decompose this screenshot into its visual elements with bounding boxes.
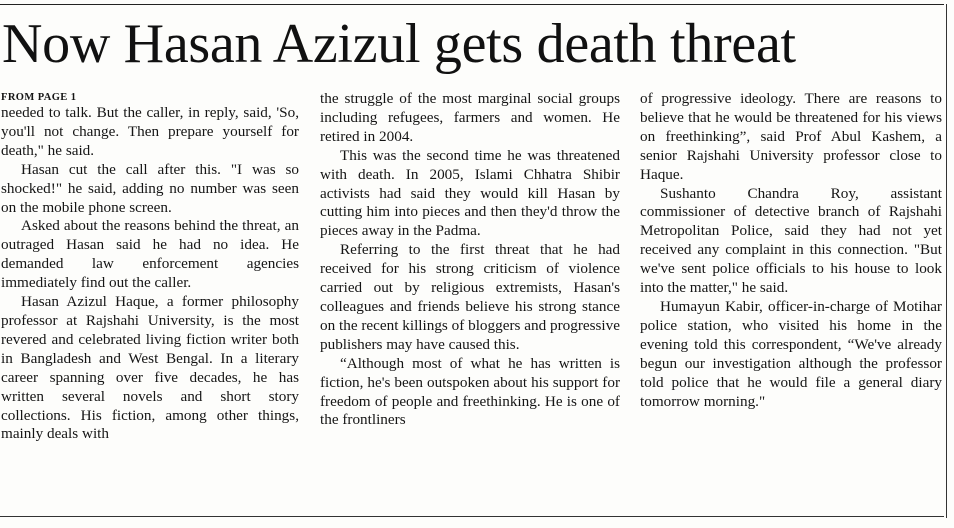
top-rule (0, 4, 944, 5)
paragraph: This was the second time he was threatened with death. In 2005, Islami Chhatra Shibir activists had said they would kill Hasan by cutting him into pieces and then they'd throw the pieces away in the Padma. (320, 146, 620, 240)
paragraph: the struggle of the most marginal social groups including refugees, farmers and women. He retired in 2004. (320, 90, 620, 145)
paragraph: Sushanto Chandra Roy, assistant commissioner of detective branch of Rajshahi Metropolitan Police, said they had not yet received any complaint in this connection. "But we've sent police officials to his house to look into the matter," he said. (640, 184, 942, 297)
paragraph: Referring to the first threat that he had received for his strong criticism of violence carried out by religious extremists, Hasan's colleagues and friends believe his strong stance on the recent killings of bloggers and progressive publishers may have caused this. (320, 241, 620, 353)
right-rule (946, 4, 947, 518)
column-1 (1, 104, 299, 444)
paragraph: Humayun Kabir, officer-in-charge of Motihar police station, who visited his home in the evening told this correspondent, “We've already begun our investigation although the professor told police that he would file a general diary tomorrow morning." (640, 297, 942, 410)
paragraph: of progressive ideology. There are reasons to believe that he would be threatened for his views on freethinking”, said Prof Abul Kashem, a senior Rajshahi University professor close to Haque. (640, 90, 942, 183)
kicker-from-page-1: FROM PAGE 1 (1, 92, 77, 103)
column-2 (320, 90, 620, 430)
paragraph: “Although most of what he has written is fiction, he's been outspoken about his support for freedom of people and freethinking. He is one of the frontliners (320, 354, 620, 429)
column-3 (640, 90, 942, 411)
headline: Now Hasan Azizul gets death threat (2, 13, 796, 75)
paragraph: Hasan cut the call after this. "I was so shocked!" he said, adding no number was seen on the mobile phone screen. (1, 160, 299, 216)
bottom-rule (0, 516, 944, 517)
paragraph: Asked about the reasons behind the threat, an outraged Hasan said he had no idea. He demanded law enforcement agencies immediately find out the caller. (1, 217, 299, 292)
paragraph: needed to talk. But the caller, in reply, said, 'So, you'll not change. Then prepare yourself for death," he said. (1, 104, 299, 159)
paragraph: Hasan Azizul Haque, a former philosophy professor at Rajshahi University, is the most revered and celebrated living fiction writer both in Bangladesh and West Bengal. In a literary career spanning over five decades, he has written several novels and short story collections. His fiction, among other things, mainly deals with (1, 293, 299, 443)
